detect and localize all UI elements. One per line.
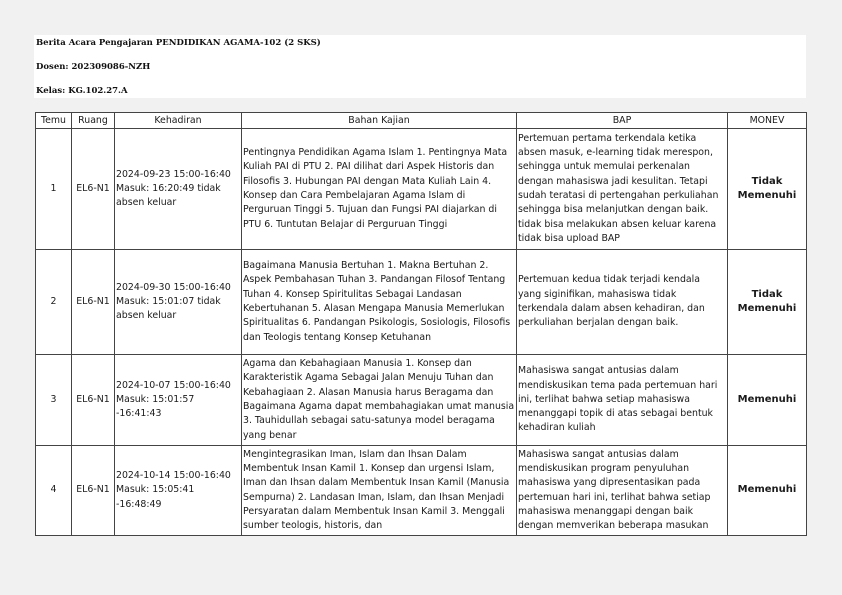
cell-ruang: EL6-N1 bbox=[72, 355, 115, 446]
column-header-kehadiran: Kehadiran bbox=[115, 113, 242, 129]
column-header-monev: MONEV bbox=[728, 113, 807, 129]
cell-ruang: EL6-N1 bbox=[72, 446, 115, 536]
cell-bahan-kajian: Pentingnya Pendidikan Agama Islam 1. Pentingnya Mata Kuliah PAI di PTU 2. PAI dilihat dari Aspek Historis dan Filosofis 3. Hubungan PAI dengan Mata Kuliah Lain 4. Konsep dan Cara Pembelajaran Agama Islam di Perguruan Tinggi 5. Tujuan dan Fungsi PAI diajarkan di PTU 6. Tuntutan Belajar di Perguruan Tinggi bbox=[242, 129, 517, 250]
column-header-bahan-kajian: Bahan Kajian bbox=[242, 113, 517, 129]
class-info: Kelas: KG.102.27.A bbox=[36, 86, 128, 96]
cell-bahan-kajian: Agama dan Kebahagiaan Manusia 1. Konsep dan Karakteristik Agama Sebagai Jalan Menuju Tuhan dan Kebahagiaan 2. Alasan Manusia harus Beragama dan Bagaimana Agama dapat membahagiakan umat manusia 3. Tauhidullah sebagai satu-satunya model beragama yang benar bbox=[242, 355, 517, 446]
cell-bap: Mahasiswa sangat antusias dalam mendiskusikan program penyuluhan mahasiswa yang dipresentasikan pada pertemuan hari ini, terlihat bahwa setiap mahasiswa menanggapi dengan baik dengan memverikan beberapa masukan bbox=[517, 446, 728, 536]
column-header-ruang: Ruang bbox=[72, 113, 115, 129]
cell-temu: 1 bbox=[36, 129, 72, 250]
cell-bahan-kajian: Bagaimana Manusia Bertuhan 1. Makna Bertuhan 2. Aspek Pembahasan Tuhan 3. Pandangan Filosof Tentang Tuhan 4. Konsep Spiritulitas Sebagai Landasan Kebertuhanan 5. Alasan Mengapa Manusia Memerlukan Spiritualitas 6. Pandangan Psikologis, Sosiologis, Filosofis dan Teologis tentang Konsep Ketuhanan bbox=[242, 250, 517, 355]
lecturer-info: Dosen: 202309086-NZH bbox=[36, 62, 151, 72]
cell-temu: 3 bbox=[36, 355, 72, 446]
table-row bbox=[36, 250, 807, 355]
teaching-record-table bbox=[35, 112, 807, 536]
table-header-row bbox=[36, 113, 807, 129]
cell-monev: Tidak Memenuhi bbox=[728, 250, 807, 355]
table-row bbox=[36, 355, 807, 446]
cell-monev: Memenuhi bbox=[728, 446, 807, 536]
document-title: Berita Acara Pengajaran PENDIDIKAN AGAMA-102 (2 SKS) bbox=[36, 38, 321, 48]
cell-temu: 2 bbox=[36, 250, 72, 355]
cell-bap: Pertemuan pertama terkendala ketika absen masuk, e-learning tidak merespon, sehingga untuk memulai perkenalan dengan mahasiswa jadi kesulitan. Tetapi sudah teratasi di pertengahan perkuliahan sehingga bisa melanjutkan dengan baik. tidak bisa melakukan absen keluar karena tidak bisa upload BAP bbox=[517, 129, 728, 250]
cell-kehadiran: 2024-09-30 15:00-16:40 Masuk: 15:01:07 tidak absen keluar bbox=[115, 250, 242, 355]
cell-kehadiran: 2024-10-07 15:00-16:40 Masuk: 15:01:57 -16:41:43 bbox=[115, 355, 242, 446]
cell-kehadiran: 2024-09-23 15:00-16:40 Masuk: 16:20:49 tidak absen keluar bbox=[115, 129, 242, 250]
column-header-temu: Temu bbox=[36, 113, 72, 129]
cell-bahan-kajian: Mengintegrasikan Iman, Islam dan Ihsan Dalam Membentuk Insan Kamil 1. Konsep dan urgensi Islam, Iman dan Ihsan dalam Membentuk Insan Kamil (Manusia Sempurna) 2. Landasan Iman, Islam, dan Ihsan Menjadi Persyaratan dalam Membentuk Insan Kamil 3. Menggali sumber teologis, historis, dan bbox=[242, 446, 517, 536]
document-header bbox=[34, 35, 806, 98]
cell-monev: Memenuhi bbox=[728, 355, 807, 446]
cell-kehadiran: 2024-10-14 15:00-16:40 Masuk: 15:05:41 -16:48:49 bbox=[115, 446, 242, 536]
cell-bap: Pertemuan kedua tidak terjadi kendala yang siginifikan, mahasiswa tidak terkendala dalam absen kehadiran, dan perkuliahan berjalan dengan baik. bbox=[517, 250, 728, 355]
cell-ruang: EL6-N1 bbox=[72, 129, 115, 250]
cell-monev: Tidak Memenuhi bbox=[728, 129, 807, 250]
cell-bap: Mahasiswa sangat antusias dalam mendiskusikan tema pada pertemuan hari ini, terlihat bahwa setiap mahasiswa menanggapi topik di atas sebagai bentuk kehadiran kuliah bbox=[517, 355, 728, 446]
column-header-bap: BAP bbox=[517, 113, 728, 129]
table-row bbox=[36, 129, 807, 250]
cell-ruang: EL6-N1 bbox=[72, 250, 115, 355]
cell-temu: 4 bbox=[36, 446, 72, 536]
table-row bbox=[36, 446, 807, 536]
